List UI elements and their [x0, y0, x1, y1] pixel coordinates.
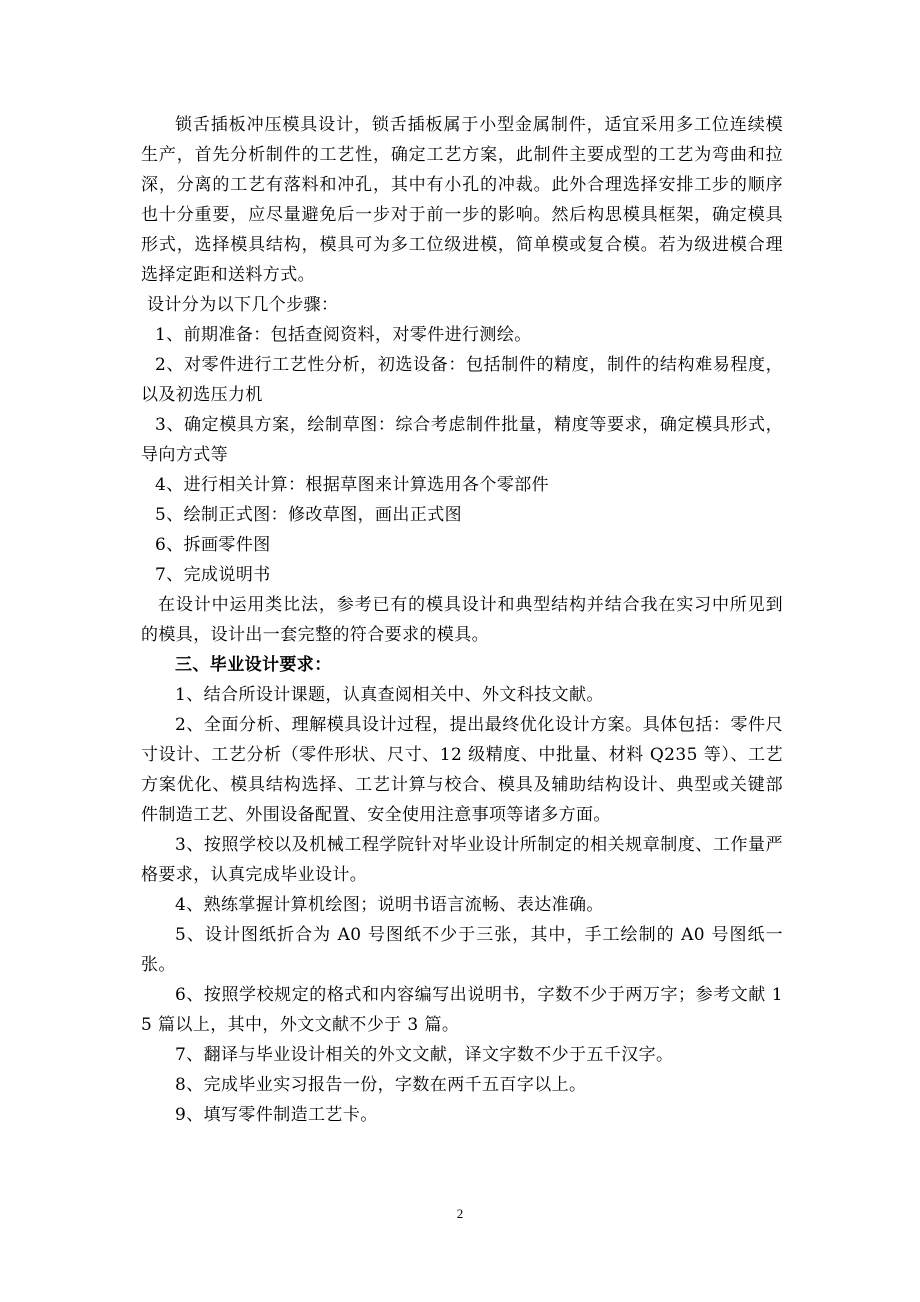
step-item-5: 5、绘制正式图：修改草图，画出正式图	[155, 505, 463, 525]
steps-intro: 设计分为以下几个步骤：	[147, 295, 339, 315]
requirement-item-6: 6、按照学校规定的格式和内容编写出说明书，字数不少于两万字；参考文献 15 篇以上，其中，外文文献不少于 3 篇。	[141, 985, 783, 1035]
step-item-4: 4、进行相关计算：根据草图来计算选用各个零部件	[155, 475, 550, 495]
step-item-3: 3、确定模具方案，绘制草图：综合考虑制件批量，精度等要求，确定模具形式，导向方式等	[141, 415, 783, 465]
document-body	[141, 110, 783, 1130]
step-item-7: 7、完成说明书	[155, 565, 271, 585]
section-heading: 三、毕业设计要求：	[175, 655, 332, 675]
step-item-2: 2、对零件进行工艺性分析，初选设备：包括制件的精度，制件的结构难易程度，以及初选压力机	[141, 355, 783, 405]
step-item-6: 6、拆画零件图	[155, 535, 271, 555]
requirement-item-8: 8、完成毕业实习报告一份，字数在两千五百字以上。	[175, 1075, 587, 1095]
page-number: 2	[456, 1206, 464, 1221]
requirement-item-1: 1、结合所设计课题，认真查阅相关中、外文科技文献。	[175, 685, 604, 705]
analogy-paragraph: 在设计中运用类比法，参考已有的模具设计和典型结构并结合我在实习中所见到的模具，设计出一套完整的符合要求的模具。	[141, 595, 783, 645]
requirement-item-3: 3、按照学校以及机械工程学院针对毕业设计所制定的相关规章制度、工作量严格要求，认真完成毕业设计。	[141, 835, 783, 885]
requirement-item-5: 5、设计图纸折合为 A0 号图纸不少于三张，其中，手工绘制的 A0 号图纸一张。	[141, 925, 783, 975]
step-item-1: 1、前期准备：包括查阅资料，对零件进行测绘。	[155, 325, 532, 345]
requirement-item-4: 4、熟练掌握计算机绘图；说明书语言流畅、表达准确。	[175, 895, 604, 915]
requirement-item-7: 7、翻译与毕业设计相关的外文文献，译文字数不少于五千汉字。	[175, 1045, 674, 1065]
requirement-item-2: 2、全面分析、理解模具设计过程，提出最终优化设计方案。具体包括：零件尺寸设计、工艺分析（零件形状、尺寸、12 级精度、中批量、材料 Q235 等）、工艺方案优化、模具结构选择、工艺计算与校合、模具及辅助结构设计、典型或关键部件制造工艺、外围设备配置、安全使用注意事项等诸多方面。	[141, 715, 783, 825]
intro-paragraph: 锁舌插板冲压模具设计，锁舌插板属于小型金属制件，适宜采用多工位连续模生产，首先分析制件的工艺性，确定工艺方案，此制件主要成型的工艺为弯曲和拉深，分离的工艺有落料和冲孔，其中有小孔的冲裁。此外合理选择安排工步的顺序也十分重要，应尽量避免后一步对于前一步的影响。然后构思模具框架，确定模具形式，选择模具结构，模具可为多工位级进模，简单模或复合模。若为级进模合理选择定距和送料方式。	[141, 115, 783, 285]
requirement-item-9: 9、填写零件制造工艺卡。	[175, 1105, 378, 1125]
